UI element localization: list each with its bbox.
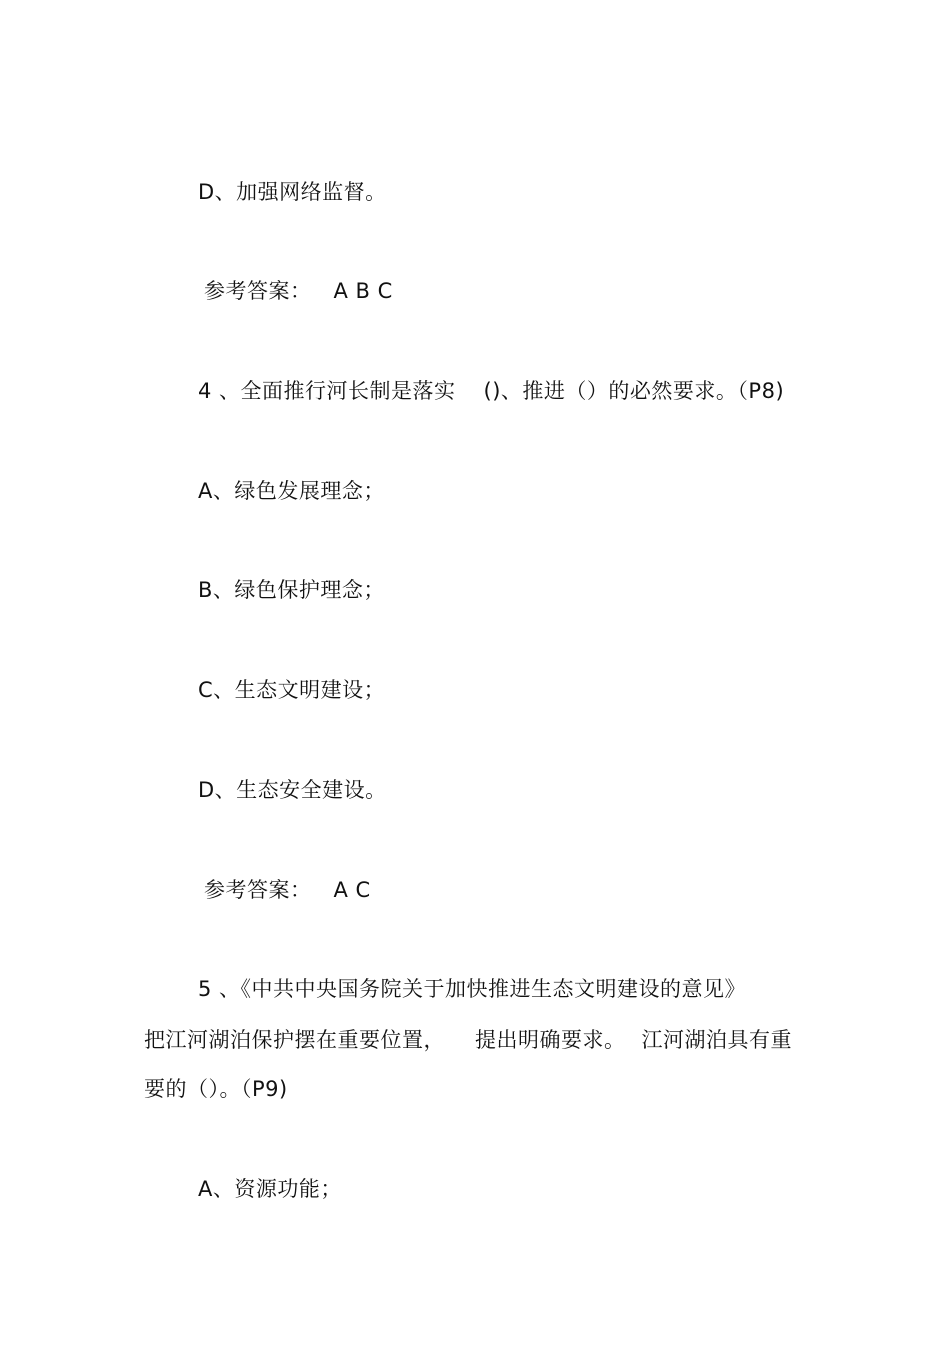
answer-value: A B C — [333, 279, 393, 303]
q4-option-b: B、绿色保护理念； — [198, 578, 385, 602]
answer-label: 参考答案： — [204, 878, 312, 902]
question-5-line-2-part3: 江河湖泊具有重 — [641, 1028, 792, 1052]
question-5-line-2-part2: 提出明确要求。 — [475, 1028, 626, 1052]
question-5-line-2 — [144, 1025, 792, 1055]
q4-reference-answer — [204, 875, 371, 905]
answer-label: 参考答案： — [204, 279, 312, 303]
q5-option-a: A、资源功能； — [198, 1177, 342, 1201]
question-4 — [198, 376, 784, 406]
question-5-line-3: 要的（）。（P9) — [144, 1077, 288, 1101]
q4-option-d: D、生态安全建设。 — [198, 778, 387, 802]
q4-option-a: A、绿色发展理念； — [198, 479, 385, 503]
question-4-text-part2: ()、推进（）的必然要求。（P8) — [483, 379, 785, 403]
question-5-line-1: 5 、《中共中央国务院关于加快推进生态文明建设的意见》 — [198, 977, 747, 1001]
q4-option-c: C、生态文明建设； — [198, 678, 386, 702]
q3-option-d: D、加强网络监督。 — [198, 180, 387, 204]
q3-reference-answer — [204, 276, 393, 306]
answer-value: A C — [333, 878, 371, 902]
question-4-text-part1: 4 、全面推行河长制是落实 — [198, 379, 456, 403]
question-5-line-2-part1: 把江河湖泊保护摆在重要位置， — [144, 1028, 445, 1052]
